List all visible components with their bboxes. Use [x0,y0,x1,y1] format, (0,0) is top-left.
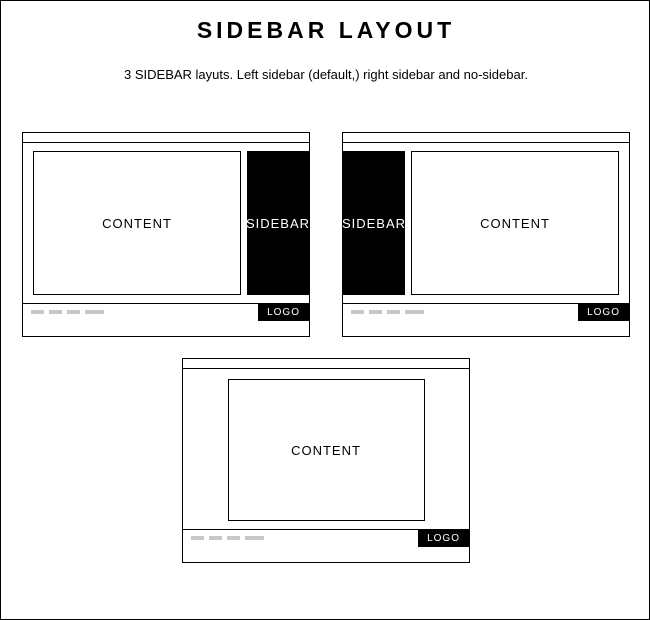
placeholder-line [209,536,222,540]
placeholder-line [67,310,80,314]
placeholder-line [49,310,62,314]
footer-placeholder-lines [23,310,104,314]
mockup-right-sidebar [342,132,630,337]
placeholder-line [31,310,44,314]
layout-body [343,143,629,303]
browser-topbar [23,133,309,143]
footer-placeholder-lines [343,310,424,314]
footer-bar [183,529,469,546]
page-title: SIDEBAR LAYOUT [196,17,456,43]
sidebar-panel: SIDEBAR [247,151,309,295]
placeholder-line [227,536,240,540]
content-panel: CONTENT [228,379,425,521]
placeholder-line [351,310,364,314]
placeholder-line [191,536,204,540]
mockup-left-sidebar [22,132,310,337]
footer-placeholder-lines [183,536,264,540]
placeholder-line [369,310,382,314]
footer-bar [343,303,629,320]
footer-bar [23,303,309,320]
placeholder-line [387,310,400,314]
browser-topbar [343,133,629,143]
placeholder-line [405,310,424,314]
layout-body [183,369,469,529]
content-panel: CONTENT [411,151,619,295]
layout-body [23,143,309,303]
logo-badge: LOGO [578,304,629,321]
placeholder-line [85,310,104,314]
browser-topbar [183,359,469,369]
sidebar-panel: SIDEBAR [343,151,405,295]
content-panel: CONTENT [33,151,241,295]
logo-badge: LOGO [418,530,469,547]
mockup-no-sidebar [182,358,470,563]
page-subtitle: 3 SIDEBAR layuts. Left sidebar (default,) right sidebar and no-sidebar. [124,67,528,82]
placeholder-line [245,536,264,540]
logo-badge: LOGO [258,304,309,321]
